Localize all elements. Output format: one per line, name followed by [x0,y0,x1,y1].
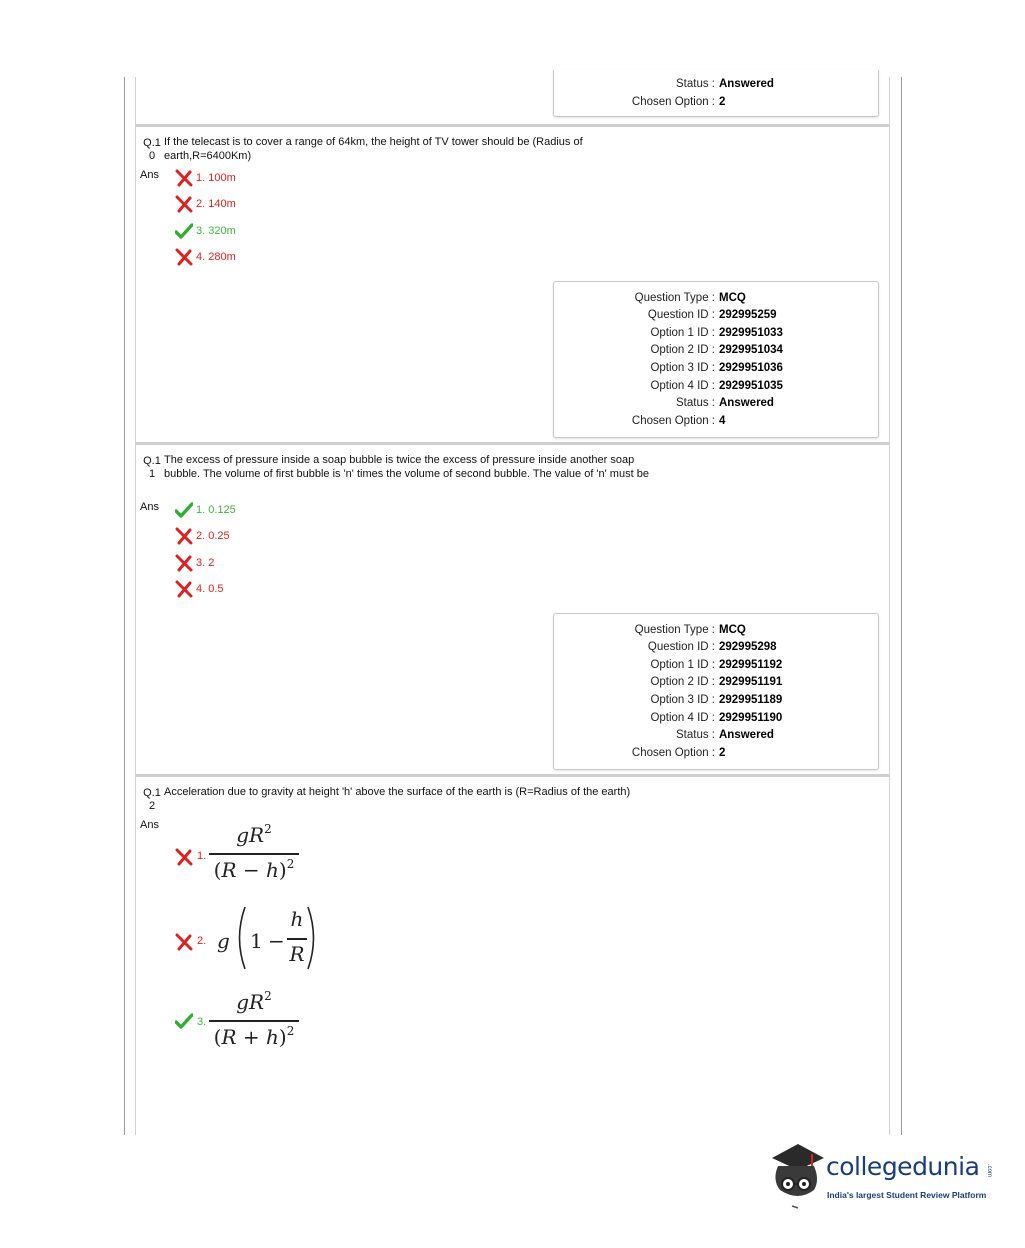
meta-value: 292995298 [719,641,777,653]
question-meta-panel [553,613,879,770]
option-item-correct [175,221,236,241]
left-border-outer [124,77,125,1135]
formula-symbol: 2 [286,857,295,871]
question-number: Q.1 0 [143,137,161,162]
meta-label: Option 4 ID : [650,712,715,724]
option-label: 2. 0.25 [196,530,230,542]
formula-symbol: g [236,823,250,847]
option-label: 3. [197,1016,207,1028]
check-icon [175,501,193,519]
right-border-inner [889,77,890,1135]
answer-label: Ans [140,169,159,181]
meta-value: 4 [719,415,726,427]
meta-label: Status : [676,78,715,90]
formula-symbol: R [249,990,265,1014]
option-label: 3. 320m [196,225,236,237]
meta-label: Option 4 ID : [650,380,715,392]
formula-symbol: g [217,929,230,953]
meta-value: MCQ [719,624,746,636]
check-icon [175,222,193,240]
option-item-correct [175,500,236,520]
option-label: 4. 0.5 [196,583,224,595]
option-item [175,168,236,188]
meta-label: Question ID : [647,309,715,321]
formula-symbol: h [266,858,279,882]
option-item [175,553,214,573]
formula-symbol: h [290,907,304,931]
formula-symbol: + [242,1025,260,1049]
meta-value: 2929951191 [719,676,783,688]
option-label: 3. 2 [196,557,215,569]
meta-value: MCQ [719,292,746,304]
meta-value: 2929951192 [719,659,783,671]
formula-symbol: ( [213,858,222,882]
collegedunia-logo [768,1140,998,1215]
section-divider [135,774,890,777]
meta-value: Answered [719,729,774,741]
formula-symbol: ) [278,1025,287,1049]
cross-icon [175,195,193,213]
check-icon [175,1012,193,1030]
meta-value: 2 [719,747,726,759]
question-text: The excess of pressure inside a soap bubble is twice the excess of pressure inside another soap bubble. The volume of first bubble is 'n' times the volume of second bubble. The value of 'n' must be [164,454,649,480]
brand-suffix: .com [986,1164,992,1178]
mascot-icon [768,1140,826,1212]
formula-symbol: ( [213,1025,222,1049]
meta-value: 2929951033 [719,327,783,339]
meta-value: Answered [719,397,774,409]
meta-label: Chosen Option : [631,415,715,427]
option-label: 2. 140m [196,198,236,210]
section-divider [135,442,890,445]
right-paren-icon [306,905,320,971]
meta-label: Question Type : [634,624,715,636]
answer-label: Ans [140,501,159,513]
cross-icon [175,554,193,572]
question-text: Acceleration due to gravity at height 'h' above the surface of the earth is (R=Radius of the earth) [164,786,631,798]
left-border-inner [135,77,136,1135]
option-label: 1. [197,850,207,862]
meta-value: 2929951035 [719,380,783,392]
formula-fraction [209,989,299,1049]
formula-symbol: R [221,858,237,882]
meta-label: Option 1 ID : [650,327,715,339]
meta-label: Option 1 ID : [650,659,715,671]
question-number: Q.1 1 [143,455,161,480]
meta-value: 2929951189 [719,694,783,706]
option-item [175,526,230,546]
formula-fraction [209,822,299,882]
brand-tagline: India's largest Student Review Platform [827,1190,987,1200]
formula-symbol: − [268,929,285,953]
meta-value: 2929951036 [719,362,783,374]
cross-icon [175,169,193,187]
formula-fraction [287,907,307,967]
meta-label: Chosen Option : [631,747,715,759]
answer-label: Ans [140,819,159,831]
meta-label: Chosen Option : [631,96,715,108]
question-meta-panel [553,281,879,438]
meta-label: Question Type : [634,292,715,304]
meta-label: Question ID : [647,641,715,653]
formula-symbol: h [266,1025,279,1049]
formula-symbol: R [289,942,305,966]
cross-icon [175,933,193,951]
right-border-outer [901,77,902,1135]
cross-icon [175,527,193,545]
meta-label: Option 2 ID : [650,344,715,356]
formula-symbol: R [221,1025,237,1049]
left-paren-icon [233,905,247,971]
meta-value: 2929951034 [719,344,783,356]
question-number: Q.1 2 [143,787,161,812]
meta-value: Answered [719,78,774,90]
meta-label: Option 2 ID : [650,676,715,688]
meta-label: Status : [676,729,715,741]
option-item [175,579,224,599]
meta-value: 2 [719,96,726,108]
section-divider [135,124,890,127]
formula-symbol: g [236,990,250,1014]
formula-symbol: − [242,858,260,882]
cross-icon [175,848,193,866]
meta-label: Status : [676,397,715,409]
meta-label: Option 3 ID : [650,694,715,706]
formula-symbol: 2 [264,822,272,836]
question-text: If the telecast is to cover a range of 64km, the height of TV tower should be (Radius of earth,R=6400Km) [164,136,583,162]
meta-value: 2929951190 [719,712,783,724]
cross-icon [175,248,193,266]
option-label: 2. [197,935,207,947]
option-label: 4. 280m [196,251,236,263]
option-label: 1. 0.125 [196,504,236,516]
option-item [175,194,236,214]
brand-name: collegedunia [826,1152,980,1181]
question-meta-panel [553,70,879,117]
meta-label: Option 3 ID : [650,362,715,374]
meta-value: 292995259 [719,309,777,321]
formula-symbol: R [249,823,265,847]
option-item [175,247,236,267]
option-label: 1. 100m [196,172,236,184]
formula-symbol: 2 [286,1024,295,1038]
formula-symbol: 1 [250,929,263,953]
formula-symbol: ) [278,858,287,882]
cross-icon [175,580,193,598]
formula-symbol: 2 [264,989,272,1003]
